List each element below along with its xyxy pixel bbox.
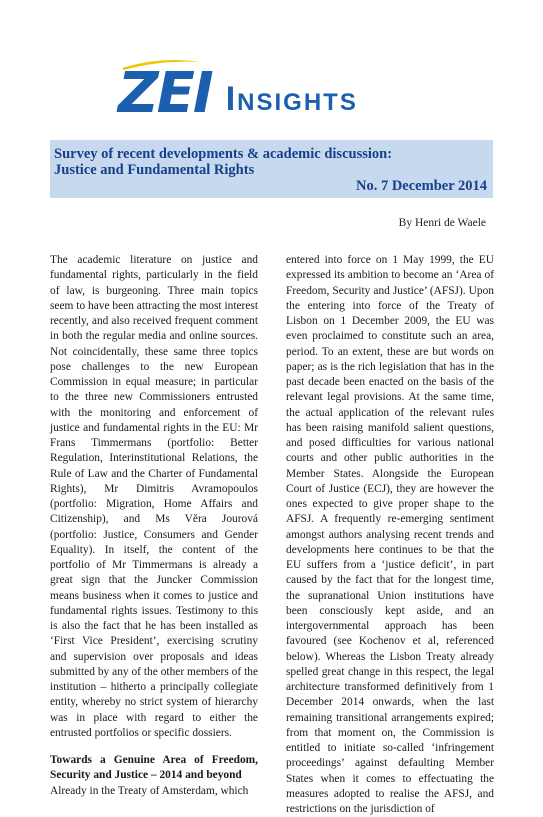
issue-number: No. 7 December 2014 [355,178,487,194]
publication-title: Insights [225,80,358,118]
section-heading: Towards a Genuine Area of Freedom, Security and Justice – 2014 and beyond [50,754,258,782]
banner-topic: Justice and Fundamental Rights [54,162,255,178]
article-column-left [50,253,258,799]
article-column-right [286,253,494,817]
paragraph-start: Already in the Treaty of Amsterdam, which [50,784,249,797]
paragraph-intro: The academic literature on justice and fundamental rights, particularly in the field of law, is burgeoning. Three main topics seem to have been attracting the most interest recently, and also received frequent comment in both the regular media and online sources. Not coincidentally, these same three topics pose challenges to the new European Commission in equal measure; in particular to the three new Commissioners entrusted with the monitoring and enforcement of justice and fundamental rights in the EU: Mr Frans Timmermans (portfolio: Better Regulation, Interinstitutional Relations, the Rule of Law and the Charter of Fundamental Rights), Mr Dimitris Avramopoulos (portfolio: Migration, Home Affairs and Citizenship), and Ms Věra Jourová (portfolio: Justice, Consumers and Gender Equality). In itself, the content of the portfolio of Mr Timmermans is already a great sign that the Juncker Commission means business when it comes to justice and fundamental rights issues. Testimony to this is also the fact that he has been installed as ‘First Vice President’, exercising scrutiny and supervision over proposals and ideas submitted by any of the other members of the institution – hitherto a principally collegiate entity, whereby no strict system of hierarchy was in place with regard to either the entrusted portfolios or specific dossiers. [50,254,258,739]
paragraph-continued: entered into force on 1 May 1999, the EU expressed its ambition to become an ‘Area of Freedom, Security and Justice’ (AFSJ). Upon the entering into force of the Treaty of Lisbon on 1 December 2009, the EU was even proclaimed to constitute such an area, period. To an extent, these are but words on paper; as is the rich legislation that has in the past decade been enacted on the basis of the relevant legal provisions. At the same time, the actual application of the relevant rules has been raising manifold salient questions, and posed difficulties for various national courts and other public authorities in the Member States. Alongside the European Court of Justice (ECJ), they are however the ones expected to give proper shape to the AFSJ. A frequently re-emerging sentiment amongst authors analysing recent trends and developments here continues to be that the EU suffers from a ‘justice deficit’, in part caused by the fact that for the longest time, the supranational Union institutions have been consciously kept aside, and an intergovernmental approach has been favoured (see Kochenov et al, referenced below). Whereas the Lisbon Treaty already spelled great change in this respect, the legal architecture transformed definitively from 1 December 2014 onwards, when the last remaining transitional arrangements expired; from that moment on, the Commission is entitled to initiate so-called ‘infringement proceedings’ against defaulting Member States when it comes to effectuating the measures adopted to realise the AFSJ, and restrictions on the jurisdiction of [286,254,494,815]
banner-subtitle: Survey of recent developments & academic discussion: [54,146,393,162]
author-byline: By Henri de Waele [398,217,486,229]
masthead [118,50,358,126]
logo-mark: ZEI [118,61,212,126]
zei-logo [118,61,212,126]
logo-swoosh-icon [120,58,202,70]
title-banner [50,140,493,198]
